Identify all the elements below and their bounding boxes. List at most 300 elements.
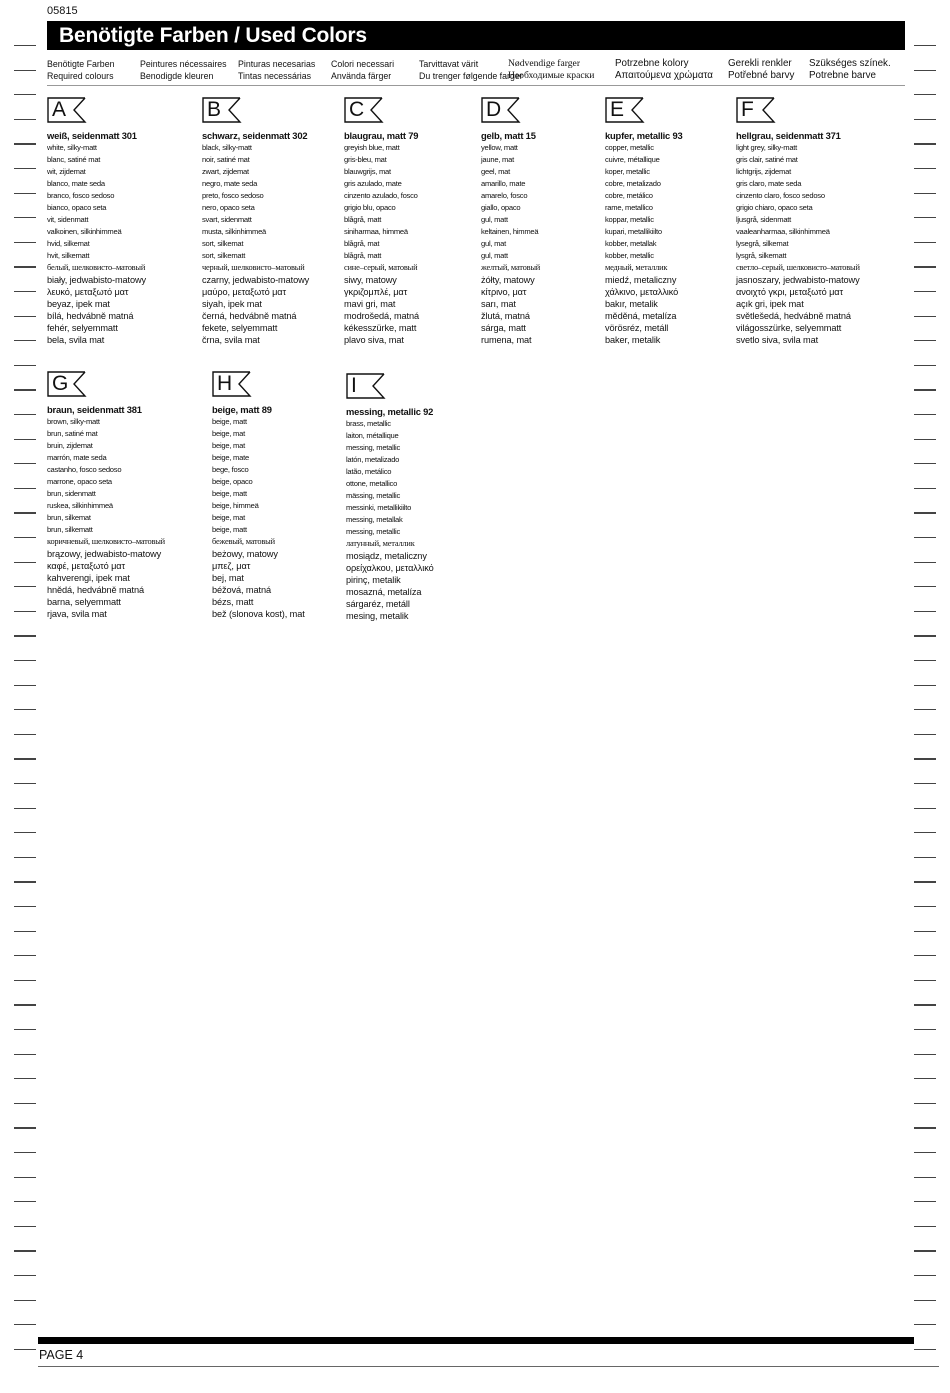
footer-divider bbox=[38, 1366, 939, 1367]
translation-line: lichtgrijs, zijdemat bbox=[736, 167, 791, 176]
translation-line: gris claro, mate seda bbox=[736, 179, 802, 188]
translation-line: rame, metallico bbox=[605, 203, 653, 212]
translation-line: copper, metallic bbox=[605, 143, 654, 152]
translation-line: mosiądz, metaliczny bbox=[346, 551, 427, 561]
margin-tick-mark bbox=[14, 1152, 36, 1153]
margin-tick-mark bbox=[914, 734, 936, 735]
margin-tick-mark bbox=[914, 1324, 936, 1325]
translation-line: laiton, métallique bbox=[346, 431, 399, 440]
header-label: Potřebné barvy bbox=[728, 70, 795, 81]
translation-line: geel, mat bbox=[481, 167, 510, 176]
color-letter-tag bbox=[47, 371, 87, 397]
translation-line: plavo siva, mat bbox=[344, 335, 404, 345]
margin-tick-mark bbox=[914, 45, 936, 46]
translation-line: white, silky-matt bbox=[47, 143, 97, 152]
margin-tick-mark bbox=[14, 291, 36, 292]
margin-tick-mark bbox=[14, 709, 36, 710]
translation-line: mavi gri, mat bbox=[344, 299, 396, 309]
header-label-fr-nl bbox=[140, 58, 227, 82]
header-label: Potrzebne kolory bbox=[615, 58, 689, 69]
translation-line: коричневый, шелковисто–матовый bbox=[47, 537, 165, 546]
color-letter: D bbox=[486, 98, 502, 121]
margin-tick-mark bbox=[914, 1250, 936, 1251]
margin-tick-mark bbox=[914, 291, 936, 292]
translation-line: cinzento azulado, fosco bbox=[344, 191, 418, 200]
header-label: Απαιτούμενα χρώματα bbox=[615, 70, 713, 81]
translation-line: beige, mate bbox=[212, 453, 249, 462]
header-label-hu-sl bbox=[809, 58, 891, 82]
header-label: Szükséges színek. bbox=[809, 58, 891, 69]
translation-line: brun, sidenmatt bbox=[47, 489, 96, 498]
translation-line: beige, mat bbox=[212, 441, 245, 450]
header-label-de-en bbox=[47, 58, 115, 82]
color-name-title: gelb, matt 15 bbox=[481, 130, 536, 141]
color-name-title: weiß, seidenmatt 301 bbox=[47, 130, 137, 141]
translation-line: beige, opaco bbox=[212, 477, 253, 486]
translation-line: jasnoszary, jedwabisto-matowy bbox=[736, 275, 860, 285]
translation-line: бежевый, матовый bbox=[212, 537, 275, 546]
margin-tick-mark bbox=[14, 439, 36, 440]
color-name-title: hellgrau, seidenmatt 371 bbox=[736, 130, 841, 141]
margin-tick-mark bbox=[14, 1177, 36, 1178]
translation-line: hnědá, hedvábně matná bbox=[47, 585, 145, 595]
translation-line: siyah, ipek mat bbox=[202, 299, 262, 309]
translation-line: ανοιχτό γκρι, μεταξωτό ματ bbox=[736, 287, 844, 297]
header-label: Benodigde kleuren bbox=[140, 71, 214, 81]
color-block-e bbox=[605, 97, 683, 346]
translation-line: valkoinen, silkinhimmeä bbox=[47, 227, 122, 236]
margin-tick-mark bbox=[914, 463, 936, 464]
translation-line: zwart, zijdemat bbox=[202, 167, 249, 176]
margin-tick-mark bbox=[914, 857, 936, 858]
translation-line: lysegrå, silkemat bbox=[736, 239, 789, 248]
translation-line: svetlo siva, svila mat bbox=[736, 335, 819, 345]
color-letter-tag bbox=[605, 97, 645, 123]
translation-line: light grey, silky-matt bbox=[736, 143, 798, 152]
color-letter-tag bbox=[344, 97, 384, 123]
margin-tick-mark bbox=[914, 1152, 936, 1153]
translation-line: černá, hedvábně matná bbox=[202, 311, 297, 321]
translation-list bbox=[202, 142, 309, 346]
translation-line: sort, silkematt bbox=[202, 251, 246, 260]
margin-tick-mark bbox=[914, 143, 936, 144]
translation-line: yellow, matt bbox=[481, 143, 518, 152]
margin-tick-mark bbox=[14, 143, 36, 144]
color-block-i bbox=[346, 373, 434, 622]
margin-tick-mark bbox=[14, 857, 36, 858]
margin-tick-mark bbox=[914, 193, 936, 194]
translation-list bbox=[344, 142, 419, 346]
translation-line: ruskea, silkinhimmeä bbox=[47, 501, 113, 510]
translation-line: giallo, opaco bbox=[481, 203, 521, 212]
margin-tick-mark bbox=[14, 1103, 36, 1104]
translation-line: cinzento claro, fosco sedoso bbox=[736, 191, 825, 200]
translation-line: gris clair, satiné mat bbox=[736, 155, 798, 164]
margin-tick-mark bbox=[914, 660, 936, 661]
translation-line: bej, mat bbox=[212, 573, 244, 583]
header-label: Colori necessari bbox=[331, 59, 395, 69]
translation-line: marrón, mate seda bbox=[47, 453, 107, 462]
margin-tick-mark bbox=[14, 1078, 36, 1079]
margin-tick-mark bbox=[914, 980, 936, 981]
page-title: Benötigte Farben / Used Colors bbox=[59, 24, 367, 47]
color-name-title: messing, metallic 92 bbox=[346, 406, 434, 417]
header-label: Tintas necessárias bbox=[238, 71, 312, 81]
page-number: PAGE 4 bbox=[39, 1348, 84, 1362]
margin-tick-mark bbox=[14, 734, 36, 735]
margin-tick-mark bbox=[14, 537, 36, 538]
color-block-d bbox=[481, 97, 540, 346]
margin-tick-mark bbox=[14, 45, 36, 46]
header-label: Gerekli renkler bbox=[728, 58, 792, 69]
translation-line: koppar, metallic bbox=[605, 215, 654, 224]
translation-line: bianco, opaco seta bbox=[47, 203, 107, 212]
margin-tick-mark bbox=[914, 1177, 936, 1178]
margin-tick-mark bbox=[14, 1201, 36, 1202]
margin-tick-mark bbox=[14, 906, 36, 907]
color-letter-tag bbox=[212, 371, 252, 397]
translation-line: bež (slonova kost), mat bbox=[212, 609, 305, 619]
margin-tick-mark bbox=[914, 1201, 936, 1202]
margin-tick-mark bbox=[914, 488, 936, 489]
translation-line: blauwgrijs, mat bbox=[344, 167, 391, 176]
margin-tick-mark bbox=[14, 217, 36, 218]
margin-tick-mark bbox=[14, 832, 36, 833]
margin-tick-mark bbox=[14, 1054, 36, 1055]
margin-tick-mark bbox=[914, 832, 936, 833]
translation-line: cobre, metalizado bbox=[605, 179, 661, 188]
header-label-es-pt bbox=[238, 58, 315, 82]
translation-line: gul, matt bbox=[481, 251, 508, 260]
color-letter: C bbox=[349, 98, 365, 121]
translation-line: sárga, matt bbox=[481, 323, 526, 333]
color-block-f bbox=[736, 97, 860, 346]
translation-line: blanc, satiné mat bbox=[47, 155, 101, 164]
margin-tick-mark bbox=[914, 1275, 936, 1276]
margin-tick-mark bbox=[914, 1300, 936, 1301]
translation-line: brun, satiné mat bbox=[47, 429, 98, 438]
translation-line: beige, matt bbox=[212, 417, 247, 426]
translation-line: сине–серый, матовый bbox=[344, 263, 418, 272]
margin-tick-mark bbox=[14, 611, 36, 612]
translation-line: castanho, fosco sedoso bbox=[47, 465, 122, 474]
color-letter: E bbox=[610, 98, 625, 121]
translation-line: bege, fosco bbox=[212, 465, 249, 474]
margin-tick-mark bbox=[14, 242, 36, 243]
margin-tick-mark bbox=[14, 119, 36, 120]
margin-tick-mark bbox=[14, 1127, 36, 1128]
translation-line: světlešedá, hedvábně matná bbox=[736, 311, 851, 321]
translation-line: blågrå, matt bbox=[344, 215, 382, 224]
color-letter-tag bbox=[346, 373, 386, 399]
translation-line: brązowy, jedwabisto-matowy bbox=[47, 549, 162, 559]
translation-line: latón, metalizado bbox=[346, 455, 400, 464]
translation-line: béžová, matná bbox=[212, 585, 271, 595]
translation-line: világosszürke, selyemmatt bbox=[736, 323, 842, 333]
margin-tick-mark bbox=[914, 1127, 936, 1128]
color-letter: B bbox=[207, 98, 222, 121]
translation-line: grigio blu, opaco bbox=[344, 203, 396, 212]
margin-tick-mark bbox=[914, 94, 936, 95]
translation-line: beige, mat bbox=[212, 429, 245, 438]
translation-line: sort, silkemat bbox=[202, 239, 244, 248]
margin-tick-mark bbox=[14, 94, 36, 95]
margin-tick-mark bbox=[914, 119, 936, 120]
translation-line: pirinç, metalik bbox=[346, 575, 401, 585]
translation-line: nero, opaco seta bbox=[202, 203, 255, 212]
margin-tick-mark bbox=[14, 955, 36, 956]
margin-tick-mark bbox=[914, 1349, 936, 1350]
margin-tick-mark bbox=[914, 955, 936, 956]
margin-tick-mark bbox=[14, 1349, 36, 1350]
header-label: Du trenger følgende farger bbox=[419, 71, 523, 81]
margin-tick-mark bbox=[914, 1004, 936, 1005]
color-block-a bbox=[47, 97, 146, 346]
color-letter: H bbox=[217, 372, 233, 395]
translation-list bbox=[736, 142, 860, 346]
translation-list bbox=[481, 142, 540, 346]
margin-tick-mark bbox=[914, 758, 936, 759]
header-label: Tarvittavat värit bbox=[419, 59, 479, 69]
color-block-b bbox=[202, 97, 309, 346]
header-label: Nødvendige farger bbox=[508, 58, 581, 69]
translation-line: brun, silkemat bbox=[47, 513, 91, 522]
translation-line: miedź, metaliczny bbox=[605, 275, 677, 285]
translation-line: kahverengi, ipek mat bbox=[47, 573, 130, 583]
translation-line: brass, metallic bbox=[346, 419, 391, 428]
translation-line: beige, matt bbox=[212, 525, 247, 534]
margin-tick-mark bbox=[14, 414, 36, 415]
margin-tick-mark bbox=[14, 168, 36, 169]
margin-tick-mark bbox=[914, 266, 936, 267]
translation-line: bílá, hedvábně matná bbox=[47, 311, 134, 321]
margin-tick-mark bbox=[14, 1324, 36, 1325]
margin-tick-mark bbox=[914, 562, 936, 563]
translation-line: gris-bleu, mat bbox=[344, 155, 387, 164]
translation-list bbox=[212, 416, 305, 620]
margin-tick-mark bbox=[914, 389, 936, 390]
translation-line: czarny, jedwabisto-matowy bbox=[202, 275, 310, 285]
margin-tick-mark bbox=[914, 512, 936, 513]
translation-line: grigio chiaro, opaco seta bbox=[736, 203, 813, 212]
translation-line: kobber, metallak bbox=[605, 239, 657, 248]
translation-line: messing, metallic bbox=[346, 527, 400, 536]
header-label-it-sv bbox=[331, 58, 394, 82]
translation-line: mesing, metalik bbox=[346, 611, 409, 621]
translation-line: beige, matt bbox=[212, 489, 247, 498]
color-letter: A bbox=[52, 98, 67, 121]
margin-tick-mark bbox=[914, 906, 936, 907]
translation-line: rjava, svila mat bbox=[47, 609, 107, 619]
translation-line: μαύρο, μεταξωτό ματ bbox=[202, 287, 287, 297]
translation-line: messing, metallic bbox=[346, 443, 400, 452]
title-bar bbox=[47, 21, 905, 50]
margin-tick-mark bbox=[14, 1250, 36, 1251]
translation-line: negro, mate seda bbox=[202, 179, 258, 188]
margin-tick-mark bbox=[14, 808, 36, 809]
translation-line: musta, silkinhimmeä bbox=[202, 227, 267, 236]
color-name-title: kupfer, metallic 93 bbox=[605, 130, 683, 141]
margin-tick-mark bbox=[14, 980, 36, 981]
translation-line: greyish blue, matt bbox=[344, 143, 400, 152]
translation-line: kupari, metallikiilto bbox=[605, 227, 662, 236]
margin-tick-mark bbox=[914, 316, 936, 317]
margin-tick-mark bbox=[914, 217, 936, 218]
translation-line: светло–серый, шелковисто–матовый bbox=[736, 263, 860, 272]
translation-line: bruin, zijdemat bbox=[47, 441, 93, 450]
translation-line: ottone, metallico bbox=[346, 479, 398, 488]
margin-tick-mark bbox=[14, 463, 36, 464]
margin-tick-mark bbox=[914, 70, 936, 71]
margin-tick-mark bbox=[914, 1078, 936, 1079]
margin-tick-mark bbox=[14, 783, 36, 784]
translation-line: gul, matt bbox=[481, 215, 508, 224]
translation-line: καφέ, μεταξωτό ματ bbox=[47, 561, 126, 571]
translation-line: белый, шелковисто–матовый bbox=[47, 263, 146, 272]
translation-line: siniharmaa, himmeä bbox=[344, 227, 408, 236]
translation-line: mosazná, metalíza bbox=[346, 587, 422, 597]
margin-tick-mark bbox=[14, 562, 36, 563]
header-label: Необходимые краски bbox=[508, 70, 595, 81]
margin-tick-mark bbox=[914, 611, 936, 612]
translation-line: měděná, metalíza bbox=[605, 311, 677, 321]
translation-line: amarillo, mate bbox=[481, 179, 526, 188]
translation-line: bela, svila mat bbox=[47, 335, 105, 345]
translation-line: beige, mat bbox=[212, 513, 245, 522]
translation-line: branco, fosco sedoso bbox=[47, 191, 115, 200]
translation-line: sarı, mat bbox=[481, 299, 516, 309]
color-name-title: schwarz, seidenmatt 302 bbox=[202, 130, 308, 141]
margin-tick-mark bbox=[914, 709, 936, 710]
translation-line: mässing, metallic bbox=[346, 491, 400, 500]
translation-line: blågrå, mat bbox=[344, 239, 380, 248]
margin-tick-mark bbox=[14, 365, 36, 366]
margin-tick-mark bbox=[914, 537, 936, 538]
color-name-title: beige, matt 89 bbox=[212, 404, 272, 415]
translation-line: siwy, matowy bbox=[344, 275, 397, 285]
color-block-g bbox=[47, 371, 165, 620]
translation-line: hvit, silkematt bbox=[47, 251, 90, 260]
color-letter-tag bbox=[736, 97, 776, 123]
translation-line: jaune, mat bbox=[481, 155, 514, 164]
header-label: Använda färger bbox=[331, 71, 392, 81]
color-block-c bbox=[344, 97, 419, 346]
margin-tick-mark bbox=[14, 1226, 36, 1227]
translation-line: vit, sidenmatt bbox=[47, 215, 89, 224]
color-letter-tag bbox=[202, 97, 242, 123]
translation-line: χάλκινο, μεταλλικό bbox=[605, 287, 679, 297]
margin-tick-mark bbox=[14, 1275, 36, 1276]
margin-tick-mark bbox=[914, 1029, 936, 1030]
translation-line: žlutá, matná bbox=[481, 311, 530, 321]
margin-tick-mark bbox=[14, 1300, 36, 1301]
margin-tick-mark bbox=[914, 586, 936, 587]
translation-line: amarelo, fosco bbox=[481, 191, 528, 200]
margin-tick-mark bbox=[914, 931, 936, 932]
color-letter: F bbox=[741, 98, 754, 121]
translation-line: black, silky-matt bbox=[202, 143, 252, 152]
header-label: Required colours bbox=[47, 71, 114, 81]
header-label-pl-el bbox=[615, 58, 713, 82]
color-letter-tag bbox=[47, 97, 87, 123]
translation-line: ορείχαλκου, μεταλλικό bbox=[346, 563, 434, 573]
header-label-no-ru bbox=[508, 58, 594, 82]
translation-line: латунный, металлик bbox=[346, 539, 415, 548]
margin-tick-mark bbox=[914, 242, 936, 243]
translation-line: bézs, matt bbox=[212, 597, 254, 607]
header-divider bbox=[47, 85, 905, 86]
color-letter-tag bbox=[481, 97, 521, 123]
translation-line: brown, silky-matt bbox=[47, 417, 100, 426]
translation-line: wit, zijdemat bbox=[47, 167, 86, 176]
translation-line: preto, fosco sedoso bbox=[202, 191, 264, 200]
color-letter: I bbox=[351, 374, 357, 397]
translation-line: kobber, metallic bbox=[605, 251, 654, 260]
translation-line: barna, selyemmatt bbox=[47, 597, 121, 607]
margin-tick-mark bbox=[914, 365, 936, 366]
margin-tick-mark bbox=[914, 881, 936, 882]
margin-tick-mark bbox=[914, 1226, 936, 1227]
translation-line: lysgrå, silkematt bbox=[736, 251, 787, 260]
translation-line: marrone, opaco seta bbox=[47, 477, 112, 486]
translation-line: beige, himmeä bbox=[212, 501, 259, 510]
translation-line: noir, satiné mat bbox=[202, 155, 250, 164]
margin-tick-mark bbox=[914, 1103, 936, 1104]
margin-tick-mark bbox=[14, 685, 36, 686]
translation-line: fekete, selyemmatt bbox=[202, 323, 278, 333]
translation-line: κίτρινο, ματ bbox=[481, 287, 527, 297]
margin-tick-mark bbox=[14, 488, 36, 489]
color-name-title: braun, seidenmatt 381 bbox=[47, 404, 142, 415]
translation-line: fehér, selyemmatt bbox=[47, 323, 118, 333]
header-label: Pinturas necesarias bbox=[238, 59, 316, 69]
margin-tick-mark bbox=[14, 635, 36, 636]
translation-list bbox=[346, 418, 434, 622]
translation-list bbox=[47, 142, 146, 346]
color-name-title: blaugrau, matt 79 bbox=[344, 130, 419, 141]
translation-line: gul, mat bbox=[481, 239, 507, 248]
translation-line: kékesszürke, matt bbox=[344, 323, 417, 333]
header-label: Potrebne barve bbox=[809, 70, 876, 81]
translation-line: biały, jedwabisto-matowy bbox=[47, 275, 147, 285]
translation-line: vörösréz, metáll bbox=[605, 323, 669, 333]
translation-line: keltainen, himmeä bbox=[481, 227, 539, 236]
translation-line: messinki, metallikiilto bbox=[346, 503, 412, 512]
translation-line: svart, sidenmatt bbox=[202, 215, 252, 224]
margin-tick-mark bbox=[14, 193, 36, 194]
margin-tick-mark bbox=[914, 340, 936, 341]
margin-tick-mark bbox=[14, 660, 36, 661]
translation-line: λευκό, μεταξωτό ματ bbox=[47, 287, 129, 297]
margin-tick-mark bbox=[14, 881, 36, 882]
translation-line: cuivre, métallique bbox=[605, 155, 660, 164]
translation-line: beżowy, matowy bbox=[212, 549, 278, 559]
margin-tick-mark bbox=[14, 266, 36, 267]
translation-line: bakır, metalik bbox=[605, 299, 658, 309]
translation-list bbox=[605, 142, 683, 346]
translation-list bbox=[47, 416, 165, 620]
translation-line: koper, metallic bbox=[605, 167, 650, 176]
translation-line: черный, шелковисто–матовый bbox=[202, 263, 305, 272]
translation-line: rumena, mat bbox=[481, 335, 532, 345]
margin-tick-mark bbox=[14, 316, 36, 317]
translation-line: modrošedá, matná bbox=[344, 311, 420, 321]
translation-line: blanco, mate seda bbox=[47, 179, 105, 188]
margin-tick-mark bbox=[14, 586, 36, 587]
margin-tick-mark bbox=[14, 340, 36, 341]
translation-line: μπεζ, ματ bbox=[212, 561, 251, 571]
translation-line: črna, svila mat bbox=[202, 335, 260, 345]
